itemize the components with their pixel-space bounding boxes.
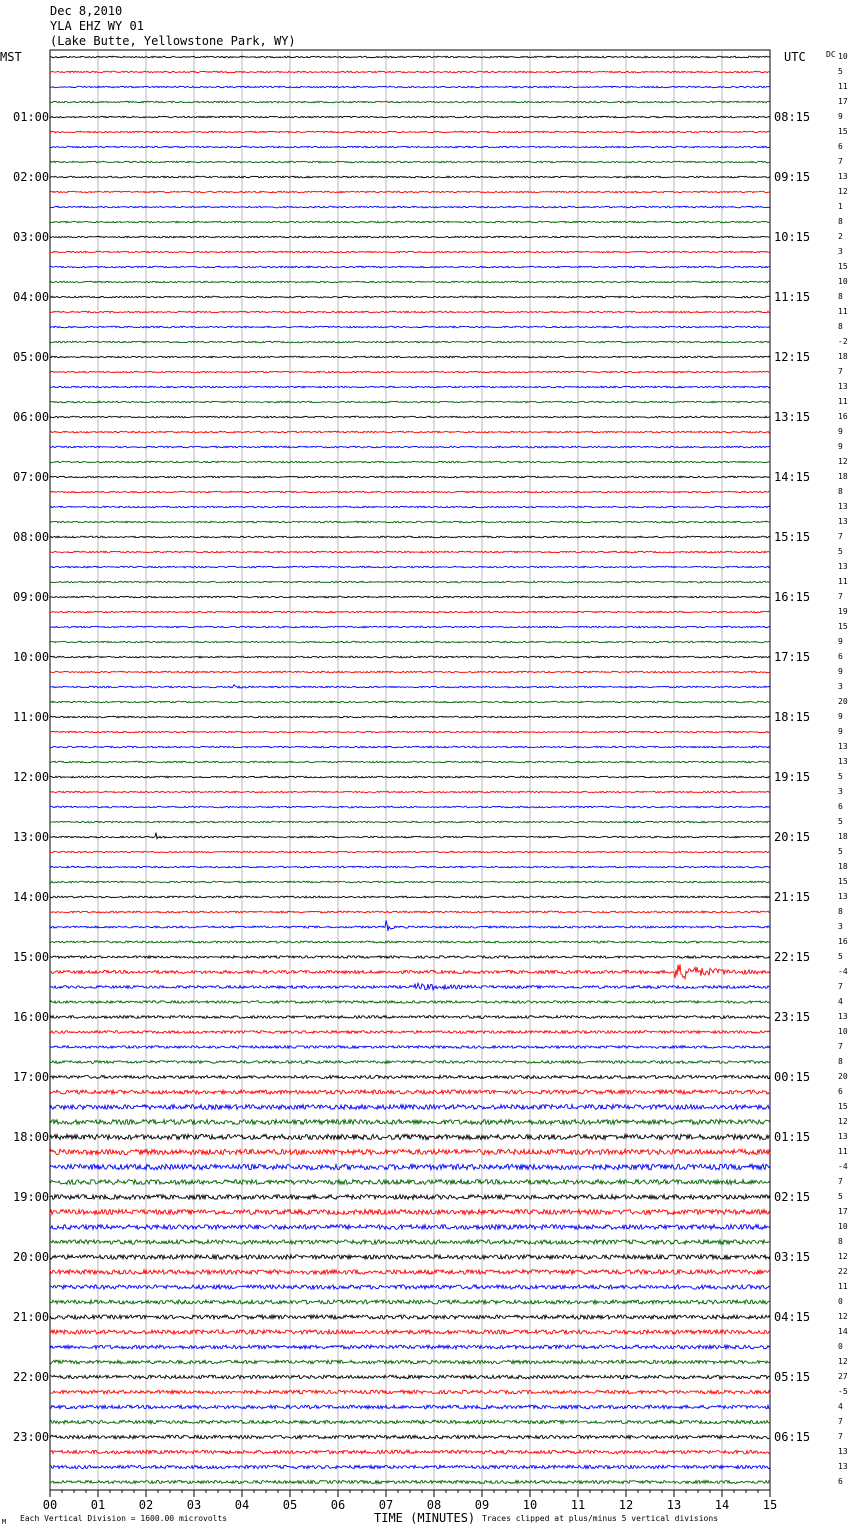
x-axis-title: TIME (MINUTES) [374, 1511, 476, 1525]
dc-offset-header: DC [826, 50, 836, 59]
dc-offset-value: 6 [838, 652, 843, 661]
dc-offset-value: 8 [838, 292, 843, 301]
seismic-trace [50, 446, 770, 448]
dc-offset-value: 5 [838, 67, 843, 76]
dc-offset-value: 7 [838, 592, 843, 601]
dc-offset-value: 18 [838, 862, 848, 871]
x-tick-label: 09 [474, 1498, 490, 1512]
utc-hour-label: 14:15 [774, 470, 811, 484]
dc-offset-value: 6 [838, 1477, 843, 1486]
seismic-trace [50, 776, 770, 778]
dc-offset-value: 10 [838, 277, 848, 286]
mst-hour-label: 13:00 [13, 830, 50, 844]
seismic-trace [50, 161, 770, 163]
seismic-trace [50, 1375, 770, 1379]
seismic-trace [50, 146, 770, 148]
x-tick-label: 03 [186, 1498, 202, 1512]
dc-offset-value: 12 [838, 457, 848, 466]
seismic-trace [50, 371, 770, 373]
dc-offset-value: 11 [838, 1282, 848, 1291]
utc-hour-label: 08:15 [774, 110, 811, 124]
dc-offset-value: 7 [838, 1432, 843, 1441]
mst-hour-label: 16:00 [13, 1010, 50, 1024]
seismic-trace [50, 1061, 770, 1064]
seismic-trace [50, 1134, 770, 1139]
dc-offset-value: 9 [838, 112, 843, 121]
dc-offset-value: 9 [838, 727, 843, 736]
dc-offset-value: 18 [838, 352, 848, 361]
dc-offset-value: 13 [838, 517, 848, 526]
mst-hour-label: 09:00 [13, 590, 50, 604]
x-tick-label: 13 [666, 1498, 682, 1512]
dc-offset-value: 12 [838, 1357, 848, 1366]
dc-offset-value: 22 [838, 1267, 848, 1276]
dc-offset-value: 18 [838, 832, 848, 841]
dc-offset-value: 17 [838, 1207, 848, 1216]
seismic-trace [50, 821, 770, 823]
seismic-trace [50, 656, 770, 658]
seismic-trace [50, 806, 770, 808]
dc-offset-value: 15 [838, 127, 848, 136]
seismic-trace [50, 701, 770, 703]
x-tick-label: 02 [138, 1498, 154, 1512]
utc-hour-label: 15:15 [774, 530, 811, 544]
utc-hour-label: 02:15 [774, 1190, 811, 1204]
dc-offset-value: 8 [838, 1237, 843, 1246]
dc-offset-value: 7 [838, 1177, 843, 1186]
seismic-trace [50, 911, 770, 913]
seismic-trace [50, 1435, 770, 1439]
seismic-trace [50, 386, 770, 388]
dc-offset-value: 5 [838, 817, 843, 826]
mst-hour-label: 21:00 [13, 1310, 50, 1324]
utc-hour-label: 04:15 [774, 1310, 811, 1324]
seismic-trace [50, 356, 770, 358]
x-tick-label: 14 [714, 1498, 730, 1512]
dc-offset-value: 12 [838, 187, 848, 196]
dc-offset-value: 5 [838, 847, 843, 856]
mst-hour-label: 02:00 [13, 170, 50, 184]
utc-hour-label: 11:15 [774, 290, 811, 304]
seismic-trace [50, 1420, 770, 1423]
dc-offset-value: 15 [838, 262, 848, 271]
dc-offset-value: 3 [838, 247, 843, 256]
seismic-trace [50, 401, 770, 403]
mst-hour-label: 08:00 [13, 530, 50, 544]
dc-offset-value: 7 [838, 532, 843, 541]
seismic-trace [50, 461, 770, 463]
dc-offset-value: 3 [838, 682, 843, 691]
seismic-trace [50, 1285, 770, 1289]
seismic-trace [50, 896, 770, 898]
dc-offset-value: 8 [838, 487, 843, 496]
dc-offset-value: 9 [838, 712, 843, 721]
seismic-trace [50, 791, 770, 793]
dc-offset-value: 9 [838, 637, 843, 646]
seismic-trace [50, 731, 770, 733]
dc-offset-value: 4 [838, 997, 843, 1006]
seismic-trace [50, 566, 770, 568]
dc-offset-value: 8 [838, 907, 843, 916]
dc-offset-value: 7 [838, 1042, 843, 1051]
dc-offset-value: 11 [838, 82, 848, 91]
seismic-trace [50, 866, 770, 868]
seismic-trace [50, 491, 770, 493]
utc-hour-label: 16:15 [774, 590, 811, 604]
seismic-trace [50, 476, 770, 478]
dc-offset-value: 12 [838, 1252, 848, 1261]
mst-hour-label: 01:00 [13, 110, 50, 124]
x-tick-label: 11 [570, 1498, 586, 1512]
seismic-trace [50, 1031, 770, 1034]
dc-offset-value: 10 [838, 52, 848, 61]
utc-hour-label: 18:15 [774, 710, 811, 724]
corner-mark: M [2, 1518, 7, 1526]
seismic-trace [50, 71, 770, 73]
seismic-trace [50, 1330, 770, 1334]
mst-hour-label: 20:00 [13, 1250, 50, 1264]
seismic-trace [50, 941, 770, 943]
mst-hour-label: 10:00 [13, 650, 50, 664]
seismic-trace [50, 206, 770, 208]
seismic-trace [50, 281, 770, 283]
dc-offset-value: 12 [838, 1117, 848, 1126]
seismic-trace [50, 266, 770, 268]
x-tick-label: 04 [234, 1498, 250, 1512]
seismic-trace [50, 506, 770, 508]
seismic-trace [50, 1345, 770, 1349]
dc-offset-value: 4 [838, 1402, 843, 1411]
seismic-trace [50, 851, 770, 853]
left-timezone-label: MST [0, 50, 22, 64]
mst-hour-label: 03:00 [13, 230, 50, 244]
dc-offset-value: 8 [838, 217, 843, 226]
dc-offset-value: 15 [838, 1102, 848, 1111]
dc-offset-value: -4 [838, 1162, 848, 1171]
seismic-trace [50, 86, 770, 88]
right-timezone-label: UTC [784, 50, 806, 64]
station-location: (Lake Butte, Yellowstone Park, WY) [50, 34, 296, 48]
seismic-trace [50, 191, 770, 193]
seismic-trace [50, 956, 770, 958]
seismic-trace [50, 101, 770, 103]
dc-offset-value: 16 [838, 412, 848, 421]
mst-hour-label: 22:00 [13, 1370, 50, 1384]
seismic-trace [50, 685, 770, 688]
dc-offset-value: 15 [838, 877, 848, 886]
mst-hour-label: 12:00 [13, 770, 50, 784]
seismic-trace [50, 551, 770, 553]
seismic-trace [50, 236, 770, 238]
dc-offset-value: 14 [838, 1327, 848, 1336]
dc-offset-value: 10 [838, 1222, 848, 1231]
dc-offset-value: -2 [838, 337, 848, 346]
dc-offset-value: 7 [838, 157, 843, 166]
dc-offset-value: 8 [838, 322, 843, 331]
seismic-trace [50, 671, 770, 673]
x-tick-label: 12 [618, 1498, 634, 1512]
dc-offset-value: 13 [838, 1447, 848, 1456]
seismic-trace [50, 1405, 770, 1409]
mst-hour-label: 15:00 [13, 950, 50, 964]
utc-hour-label: 21:15 [774, 890, 811, 904]
seismic-trace [50, 1300, 770, 1304]
dc-offset-value: -5 [838, 1387, 848, 1396]
scale-footnote: Each Vertical Division = 1600.00 microvolts [20, 1514, 228, 1523]
dc-offset-value: 5 [838, 952, 843, 961]
dc-offset-value: 8 [838, 1057, 843, 1066]
dc-offset-value: 2 [838, 232, 843, 241]
x-tick-label: 08 [426, 1498, 442, 1512]
x-tick-label: 05 [282, 1498, 298, 1512]
utc-hour-label: 09:15 [774, 170, 811, 184]
dc-offset-value: 13 [838, 892, 848, 901]
seismic-trace [50, 341, 770, 343]
dc-offset-value: 7 [838, 1417, 843, 1426]
seismic-trace [50, 56, 770, 58]
seismic-trace [50, 1120, 770, 1125]
seismic-trace [50, 1390, 770, 1394]
utc-hour-label: 17:15 [774, 650, 811, 664]
mst-hour-label: 14:00 [13, 890, 50, 904]
mst-hour-label: 23:00 [13, 1430, 50, 1444]
utc-hour-label: 22:15 [774, 950, 811, 964]
seismic-trace [50, 1195, 770, 1200]
seismic-trace [50, 176, 770, 178]
utc-hour-label: 03:15 [774, 1250, 811, 1264]
dc-offset-value: 13 [838, 1132, 848, 1141]
seismic-trace [50, 964, 770, 979]
dc-offset-value: 6 [838, 1087, 843, 1096]
mst-hour-label: 17:00 [13, 1070, 50, 1084]
dc-offset-value: 1 [838, 202, 843, 211]
dc-offset-value: 13 [838, 502, 848, 511]
seismic-trace [50, 1149, 770, 1154]
seismic-trace [50, 983, 770, 990]
x-tick-label: 00 [42, 1498, 58, 1512]
seismic-trace [50, 581, 770, 583]
dc-offset-value: 5 [838, 547, 843, 556]
seismic-trace [50, 1315, 770, 1319]
dc-offset-value: 19 [838, 607, 848, 616]
utc-hour-label: 13:15 [774, 410, 811, 424]
x-tick-label: 06 [330, 1498, 346, 1512]
dc-offset-value: 12 [838, 1312, 848, 1321]
seismic-trace [50, 1255, 770, 1259]
dc-offset-value: 6 [838, 802, 843, 811]
seismic-trace [50, 1164, 770, 1170]
mst-hour-label: 18:00 [13, 1130, 50, 1144]
dc-offset-value: 11 [838, 577, 848, 586]
dc-offset-value: 13 [838, 172, 848, 181]
dc-offset-value: 13 [838, 562, 848, 571]
seismic-trace [50, 521, 770, 523]
dc-offset-value: 27 [838, 1372, 848, 1381]
dc-offset-value: 18 [838, 472, 848, 481]
dc-offset-value: 7 [838, 367, 843, 376]
dc-offset-value: 0 [838, 1342, 843, 1351]
utc-hour-label: 01:15 [774, 1130, 811, 1144]
dc-offset-value: 0 [838, 1297, 843, 1306]
utc-hour-label: 05:15 [774, 1370, 811, 1384]
dc-offset-value: 10 [838, 1027, 848, 1036]
dc-offset-value: 5 [838, 1192, 843, 1201]
seismic-trace [50, 536, 770, 538]
seismic-trace [50, 596, 770, 598]
x-tick-label: 10 [522, 1498, 538, 1512]
clipping-footnote: Traces clipped at plus/minus 5 vertical divisions [482, 1514, 719, 1523]
seismic-trace [50, 311, 770, 313]
utc-hour-label: 06:15 [774, 1430, 811, 1444]
utc-hour-label: 19:15 [774, 770, 811, 784]
dc-offset-value: 13 [838, 1012, 848, 1021]
dc-offset-value: 3 [838, 922, 843, 931]
seismic-trace [50, 626, 770, 628]
station-code: YLA EHZ WY 01 [50, 19, 144, 33]
x-tick-label: 07 [378, 1498, 394, 1512]
mst-hour-label: 06:00 [13, 410, 50, 424]
utc-hour-label: 12:15 [774, 350, 811, 364]
dc-offset-value: 11 [838, 1147, 848, 1156]
seismic-trace [50, 116, 770, 118]
seismic-trace [50, 1180, 770, 1185]
utc-hour-label: 10:15 [774, 230, 811, 244]
seismic-trace [50, 1225, 770, 1230]
seismic-trace [50, 1075, 770, 1078]
mst-hour-label: 05:00 [13, 350, 50, 364]
seismic-trace [50, 416, 770, 418]
utc-hour-label: 23:15 [774, 1010, 811, 1024]
seismic-trace [50, 920, 770, 931]
mst-hour-label: 07:00 [13, 470, 50, 484]
dc-offset-value: -4 [838, 967, 848, 976]
seismic-trace [50, 1360, 770, 1364]
seismic-trace [50, 833, 770, 839]
dc-offset-value: 9 [838, 442, 843, 451]
seismic-trace [50, 611, 770, 613]
seismic-trace [50, 1210, 770, 1215]
utc-hour-label: 20:15 [774, 830, 811, 844]
seismic-trace [50, 761, 770, 763]
utc-hour-label: 00:15 [774, 1070, 811, 1084]
seismic-trace [50, 1105, 770, 1110]
dc-offset-value: 16 [838, 937, 848, 946]
mst-hour-label: 04:00 [13, 290, 50, 304]
seismic-trace [50, 641, 770, 643]
seismic-trace [50, 326, 770, 328]
seismic-trace [50, 1016, 770, 1019]
seismic-trace [50, 1465, 770, 1468]
dc-offset-value: 11 [838, 397, 848, 406]
dc-offset-value: 20 [838, 1072, 848, 1081]
dc-offset-value: 13 [838, 1462, 848, 1471]
dc-offset-value: 3 [838, 787, 843, 796]
dc-offset-value: 17 [838, 97, 848, 106]
seismic-trace [50, 1001, 770, 1004]
dc-offset-value: 15 [838, 622, 848, 631]
seismic-trace [50, 1480, 770, 1483]
seismic-trace [50, 1450, 770, 1454]
dc-offset-value: 9 [838, 427, 843, 436]
seismic-trace [50, 1270, 770, 1275]
seismic-trace [50, 716, 770, 718]
dc-offset-value: 7 [838, 982, 843, 991]
x-tick-label: 15 [762, 1498, 778, 1512]
dc-offset-value: 13 [838, 757, 848, 766]
seismic-trace [50, 221, 770, 223]
seismic-trace [50, 431, 770, 433]
dc-offset-value: 13 [838, 382, 848, 391]
x-tick-label: 01 [90, 1498, 106, 1512]
seismic-trace [50, 746, 770, 748]
dc-offset-value: 9 [838, 667, 843, 676]
dc-offset-value: 11 [838, 307, 848, 316]
seismic-trace [50, 251, 770, 253]
seismic-trace [50, 1046, 770, 1049]
mst-hour-label: 19:00 [13, 1190, 50, 1204]
dc-offset-value: 5 [838, 772, 843, 781]
dc-offset-value: 6 [838, 142, 843, 151]
seismic-trace [50, 131, 770, 133]
seismic-trace [50, 881, 770, 883]
dc-offset-value: 20 [838, 697, 848, 706]
mst-hour-label: 11:00 [13, 710, 50, 724]
plot-date: Dec 8,2010 [50, 4, 123, 18]
seismic-trace [50, 296, 770, 298]
dc-offset-value: 13 [838, 742, 848, 751]
seismic-trace [50, 1240, 770, 1244]
seismic-trace [50, 1090, 770, 1094]
